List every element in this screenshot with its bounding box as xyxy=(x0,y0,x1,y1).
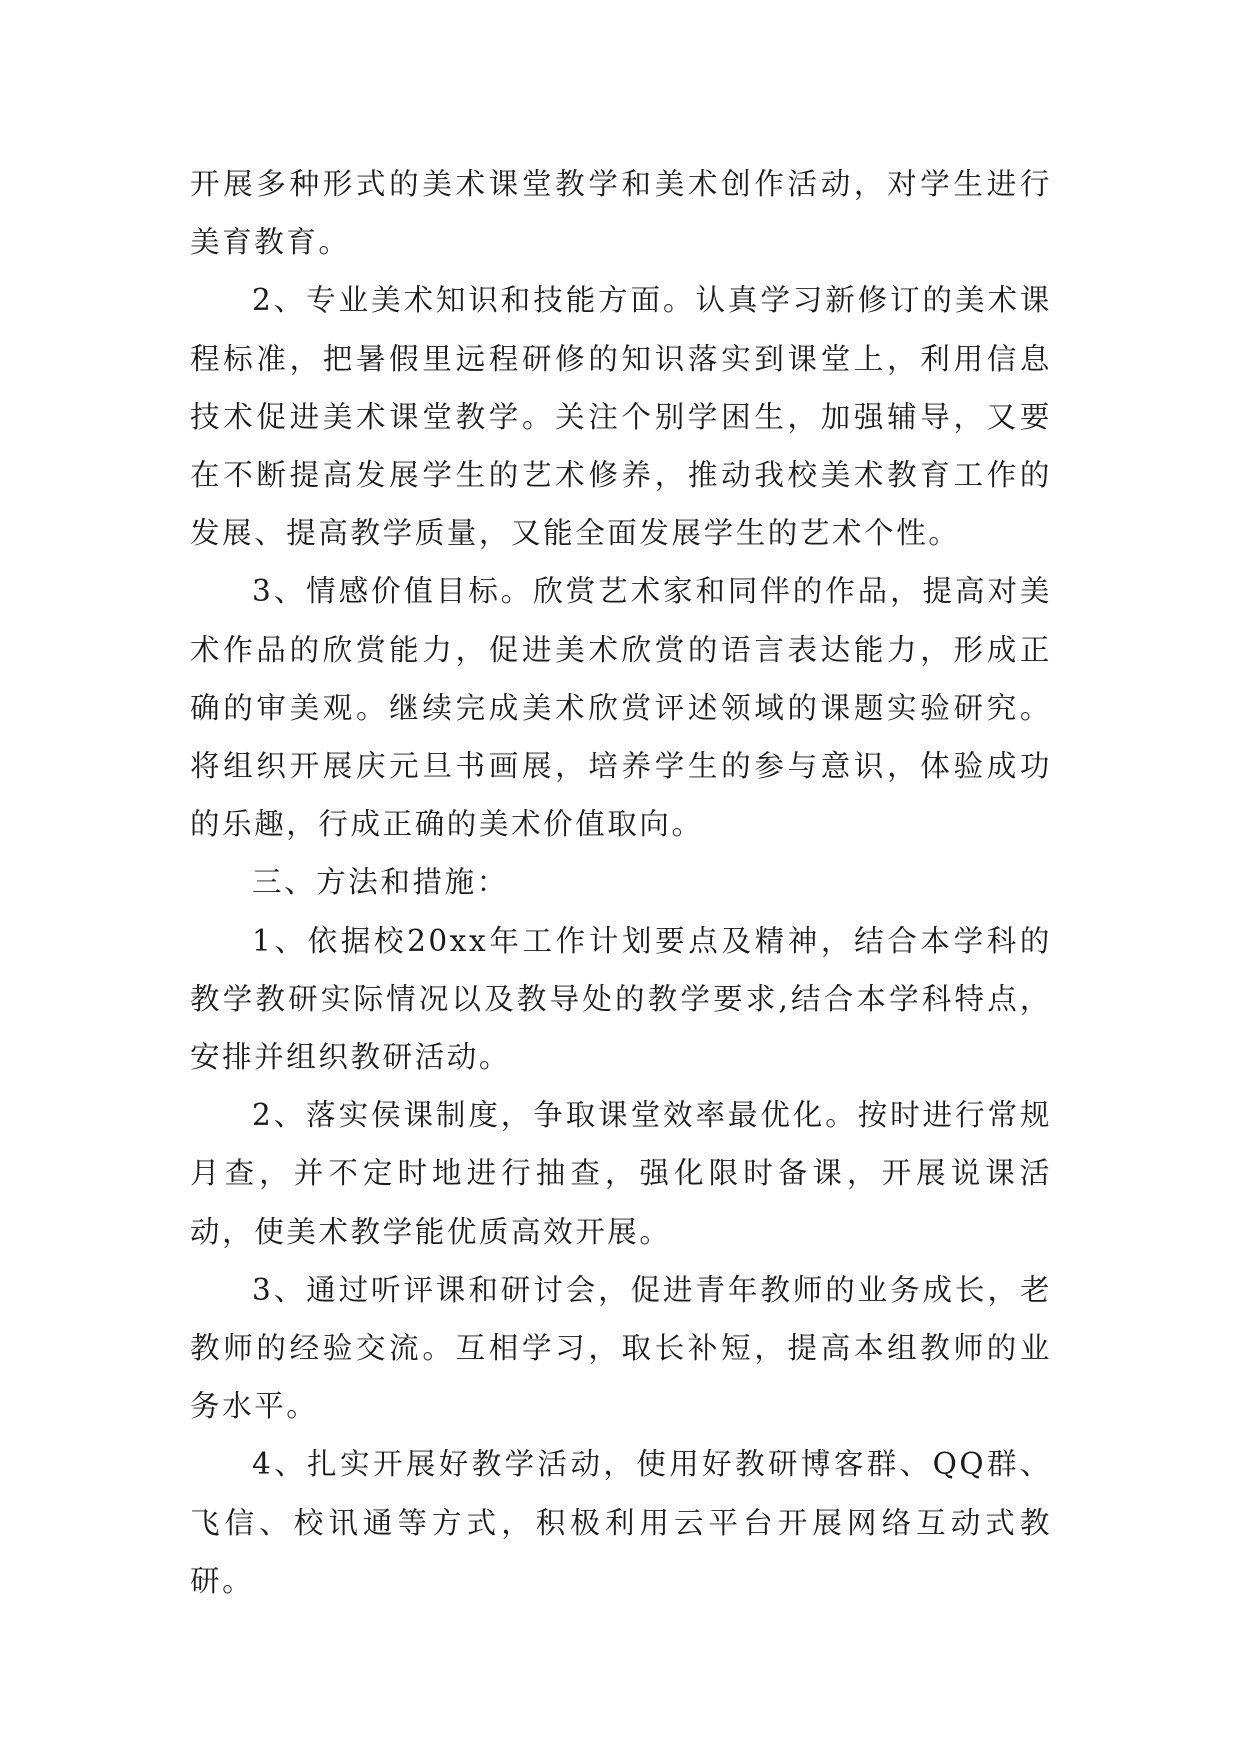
paragraph-continuation: 开展多种形式的美术课堂教学和美术创作活动，对学生进行美育教育。 xyxy=(190,167,1052,260)
paragraph-method-3: 3、通过听评课和研讨会，促进青年教师的业务成长，老教师的经验交流。互相学习，取长补短，提高本组教师的业务水平。 xyxy=(190,1272,1052,1424)
section-heading-methods: 三、方法和措施： xyxy=(252,865,509,900)
paragraph-method-1: 1、依据校20xx年工作计划要点及精神，结合本学科的教学教研实际情况以及教导处的教学要求,结合本学科特点，安排并组织教研活动。 xyxy=(190,923,1052,1075)
paragraph-item-3-emotional-values: 3、情感价值目标。欣赏艺术家和同伴的作品，提高对美术作品的欣赏能力，促进美术欣赏的语言表达能力，形成正确的审美观。继续完成美术欣赏评述领域的课题实验研究。将组织开展庆元旦书画展，培养学生的参与意识，体验成功的乐趣，行成正确的美术价值取向。 xyxy=(190,574,1052,842)
document-body xyxy=(190,155,1052,1610)
paragraph-method-2: 2、落实侯课制度，争取课堂效率最优化。按时进行常规月查，并不定时地进行抽查，强化限时备课，开展说课活动，使美术教学能优质高效开展。 xyxy=(190,1098,1052,1249)
paragraph-item-2-art-skills: 2、专业美术知识和技能方面。认真学习新修订的美术课程标准，把暑假里远程研修的知识落实到课堂上，利用信息技术促进美术课堂教学。关注个别学困生，加强辅导，又要在不断提高发展学生的艺术修养，推动我校美术教育工作的发展、提高教学质量，又能全面发展学生的艺术个性。 xyxy=(190,283,1052,551)
paragraph-method-4: 4、扎实开展好教学活动，使用好教研博客群、QQ群、飞信、校讯通等方式，积极利用云平台开展网络互动式教研。 xyxy=(190,1447,1052,1598)
